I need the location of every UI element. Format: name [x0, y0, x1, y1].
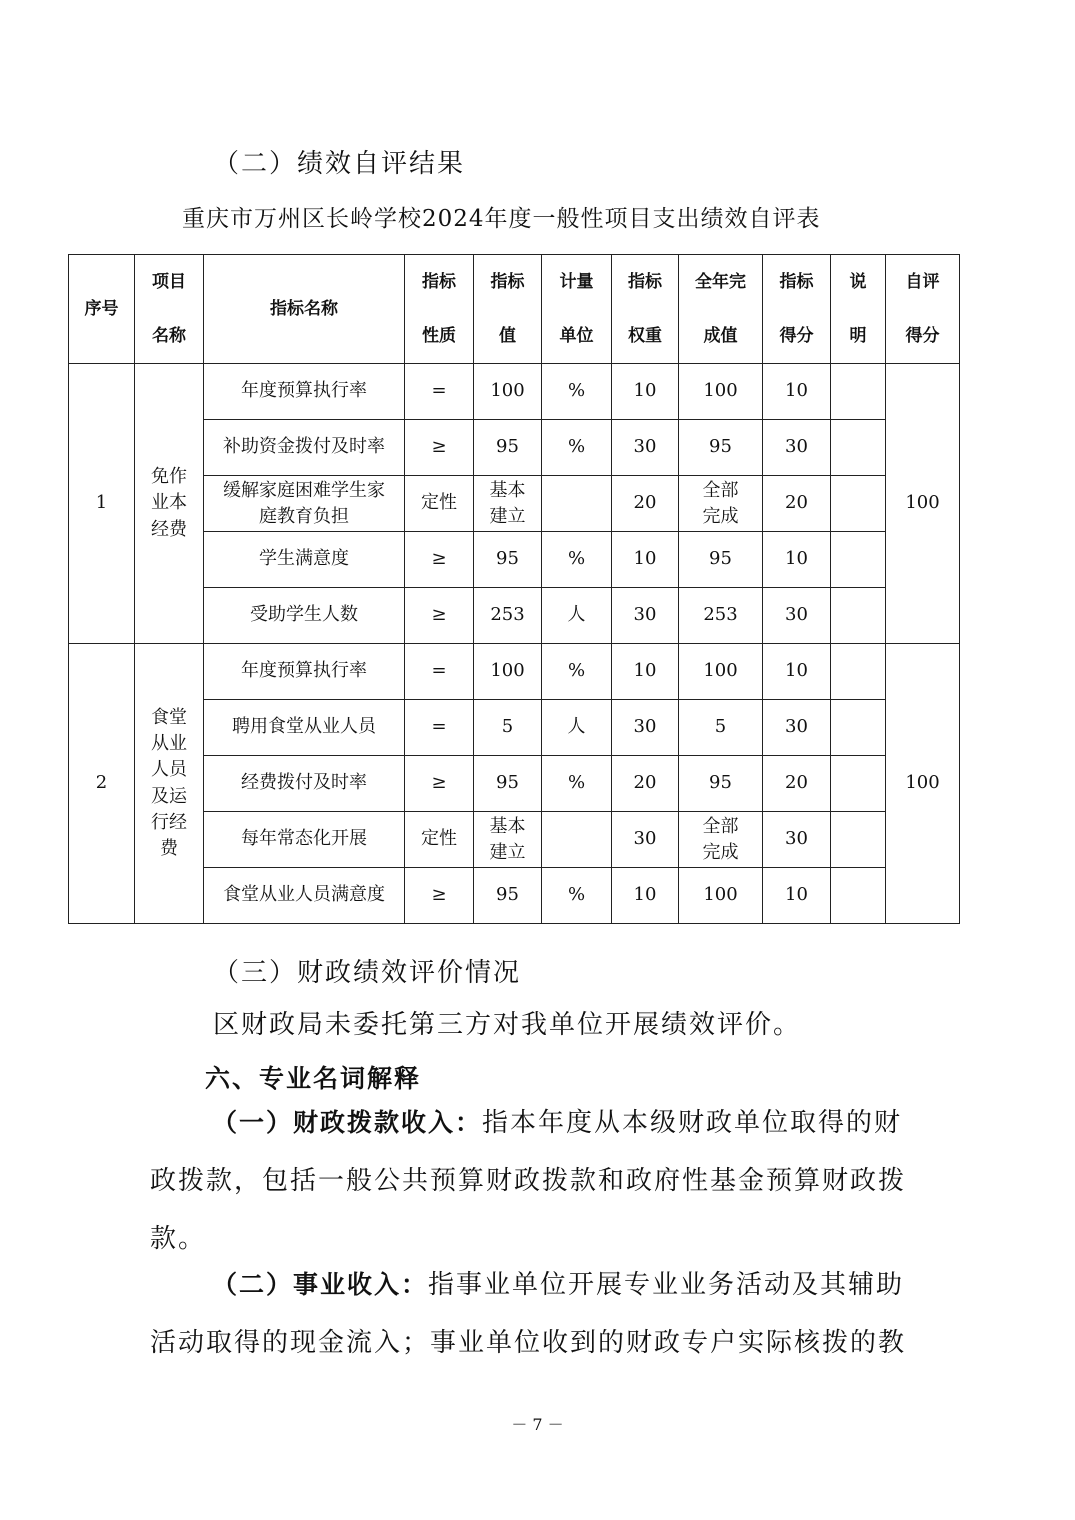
- cell-line: 性质: [422, 326, 456, 346]
- cell-line: 明: [849, 326, 867, 346]
- note-cell: [831, 420, 886, 476]
- cell-line: 建立: [489, 841, 526, 863]
- cell-line: 说: [849, 272, 867, 292]
- header-cell: [612, 255, 679, 364]
- cell-line: 经费: [151, 518, 187, 540]
- weight-cell: 10: [612, 644, 679, 700]
- cell-line: 计量: [559, 272, 594, 292]
- actual-value: [679, 812, 763, 868]
- header-cell: [763, 255, 831, 364]
- unit-cell: %: [542, 364, 612, 420]
- indicator-name: [204, 476, 405, 532]
- note-cell: [831, 588, 886, 644]
- weight-cell: 30: [612, 812, 679, 868]
- definition-1: [150, 1094, 930, 1268]
- header-cell: [135, 255, 204, 364]
- actual-value: 5: [679, 700, 763, 756]
- definition-text: 指本年度从本级财政单位取得的财政拨款，包括一般公共预算财政拨款和政府性基金预算财政拨款。: [150, 1108, 907, 1254]
- section-2-heading: （二）绩效自评结果: [213, 149, 466, 179]
- unit-cell: 人: [542, 700, 612, 756]
- cell-line: 庭教育负担: [259, 505, 349, 527]
- project-number: 2: [69, 644, 135, 924]
- actual-value: 100: [679, 868, 763, 924]
- indicator-nature: 定性: [405, 476, 474, 532]
- weight-cell: 10: [612, 532, 679, 588]
- points-cell: 10: [763, 364, 831, 420]
- header-cell: [69, 255, 135, 364]
- cell-line: 名称: [152, 326, 186, 346]
- indicator-name: 受助学生人数: [204, 588, 405, 644]
- indicator-value: 5: [474, 700, 542, 756]
- indicator-value: [474, 812, 542, 868]
- indicator-value: 253: [474, 588, 542, 644]
- project-number: 1: [69, 364, 135, 644]
- cell-line: 指标: [490, 272, 525, 292]
- indicator-nature: ≥: [405, 532, 474, 588]
- header-cell: [886, 255, 960, 364]
- table-header: [69, 255, 960, 364]
- cell-line: 指标: [628, 272, 662, 292]
- project-name: [135, 644, 204, 924]
- points-cell: 10: [763, 532, 831, 588]
- header-cell: [474, 255, 542, 364]
- cell-line: 从业: [151, 733, 187, 755]
- indicator-name: 每年常态化开展: [204, 812, 405, 868]
- points-cell: 30: [763, 700, 831, 756]
- actual-value: 95: [679, 420, 763, 476]
- cell-line: 人员: [151, 759, 187, 781]
- indicator-value: 95: [474, 420, 542, 476]
- indicator-nature: =: [405, 364, 474, 420]
- cell-line: 得分: [905, 326, 940, 346]
- note-cell: [831, 700, 886, 756]
- cell-line: 及运: [151, 785, 187, 807]
- indicator-nature: 定性: [405, 812, 474, 868]
- self-score: 100: [886, 644, 960, 924]
- table-title: 重庆市万州区长岭学校2024年度一般性项目支出绩效自评表: [182, 206, 821, 232]
- definition-text: 指事业单位开展专业业务活动及其辅助活动取得的现金流入；事业单位收到的财政专户实际核拨的教: [150, 1270, 907, 1358]
- cell-line: 免作: [151, 466, 187, 488]
- cell-line: 项目: [152, 272, 186, 292]
- cell-line: 自评: [905, 272, 940, 292]
- points-cell: 10: [763, 644, 831, 700]
- indicator-name: 年度预算执行率: [204, 644, 405, 700]
- actual-value: 95: [679, 532, 763, 588]
- unit-cell: %: [542, 420, 612, 476]
- cell-line: 全年完: [695, 272, 746, 292]
- indicator-value: 95: [474, 756, 542, 812]
- cell-line: 值: [499, 326, 516, 346]
- table-header-row: [69, 255, 960, 364]
- cell-line: 建立: [489, 505, 526, 527]
- note-cell: [831, 756, 886, 812]
- header-cell: [405, 255, 474, 364]
- indicator-value: 100: [474, 644, 542, 700]
- points-cell: 10: [763, 868, 831, 924]
- indicator-name: 学生满意度: [204, 532, 405, 588]
- indicator-name: 食堂从业人员满意度: [204, 868, 405, 924]
- table-row: [69, 364, 960, 420]
- cell-line: 权重: [628, 326, 662, 346]
- actual-value: [679, 476, 763, 532]
- section-3-text: 区财政局未委托第三方对我单位开展绩效评价。: [213, 1010, 802, 1040]
- table-body: [69, 364, 960, 924]
- indicator-nature: =: [405, 644, 474, 700]
- weight-cell: 20: [612, 476, 679, 532]
- indicator-value: 95: [474, 532, 542, 588]
- unit-cell: %: [542, 756, 612, 812]
- unit-cell: %: [542, 532, 612, 588]
- definition-term: （二）事业收入：: [212, 1270, 429, 1299]
- page-number: － 7 －: [511, 1415, 564, 1434]
- weight-cell: 30: [612, 700, 679, 756]
- indicator-value: 100: [474, 364, 542, 420]
- cell-line: 得分: [779, 326, 814, 346]
- unit-cell: %: [542, 868, 612, 924]
- indicator-name: 经费拨付及时率: [204, 756, 405, 812]
- cell-line: 基本: [489, 479, 526, 501]
- cell-line: 业本: [151, 492, 187, 514]
- indicator-nature: ≥: [405, 588, 474, 644]
- indicator-name: 年度预算执行率: [204, 364, 405, 420]
- indicator-value: 95: [474, 868, 542, 924]
- actual-value: 100: [679, 644, 763, 700]
- header-cell: [679, 255, 763, 364]
- note-cell: [831, 644, 886, 700]
- header-cell: [204, 255, 405, 364]
- cell-line: 食堂: [151, 707, 187, 729]
- definition-2: [150, 1256, 930, 1372]
- cell-line: 全部: [702, 815, 739, 837]
- weight-cell: 10: [612, 364, 679, 420]
- cell-line: 指标: [422, 272, 456, 292]
- actual-value: 100: [679, 364, 763, 420]
- unit-cell: [542, 476, 612, 532]
- cell-line: 指标名称: [270, 299, 338, 319]
- cell-line: 序号: [84, 299, 119, 319]
- cell-line: 完成: [702, 505, 739, 527]
- note-cell: [831, 868, 886, 924]
- points-cell: 30: [763, 588, 831, 644]
- indicator-name: 补助资金拨付及时率: [204, 420, 405, 476]
- weight-cell: 20: [612, 756, 679, 812]
- cell-line: 行经: [151, 811, 187, 833]
- definition-term: （一）财政拨款收入：: [212, 1108, 483, 1137]
- note-cell: [831, 364, 886, 420]
- weight-cell: 10: [612, 868, 679, 924]
- table-row: [69, 644, 960, 700]
- unit-cell: %: [542, 644, 612, 700]
- cell-line: 基本: [489, 815, 526, 837]
- cell-line: 成值: [703, 326, 738, 346]
- note-cell: [831, 812, 886, 868]
- actual-value: 253: [679, 588, 763, 644]
- indicator-nature: ≥: [405, 756, 474, 812]
- weight-cell: 30: [612, 420, 679, 476]
- performance-table: [68, 254, 960, 924]
- indicator-nature: =: [405, 700, 474, 756]
- section-3-heading: （三）财政绩效评价情况: [213, 958, 522, 988]
- cell-line: 缓解家庭困难学生家: [223, 479, 385, 501]
- points-cell: 20: [763, 476, 831, 532]
- points-cell: 30: [763, 812, 831, 868]
- unit-cell: 人: [542, 588, 612, 644]
- cell-line: 单位: [559, 326, 594, 346]
- cell-line: 指标: [779, 272, 814, 292]
- indicator-nature: ≥: [405, 420, 474, 476]
- header-cell: [542, 255, 612, 364]
- cell-line: 费: [160, 837, 178, 859]
- indicator-nature: ≥: [405, 868, 474, 924]
- header-cell: [831, 255, 886, 364]
- unit-cell: [542, 812, 612, 868]
- note-cell: [831, 476, 886, 532]
- note-cell: [831, 532, 886, 588]
- points-cell: 30: [763, 420, 831, 476]
- points-cell: 20: [763, 756, 831, 812]
- self-score: 100: [886, 364, 960, 644]
- cell-line: 完成: [702, 841, 739, 863]
- section-6-heading: 六、专业名词解释: [205, 1064, 422, 1093]
- weight-cell: 30: [612, 588, 679, 644]
- indicator-name: 聘用食堂从业人员: [204, 700, 405, 756]
- cell-line: 全部: [702, 479, 739, 501]
- actual-value: 95: [679, 756, 763, 812]
- project-name: [135, 364, 204, 644]
- indicator-value: [474, 476, 542, 532]
